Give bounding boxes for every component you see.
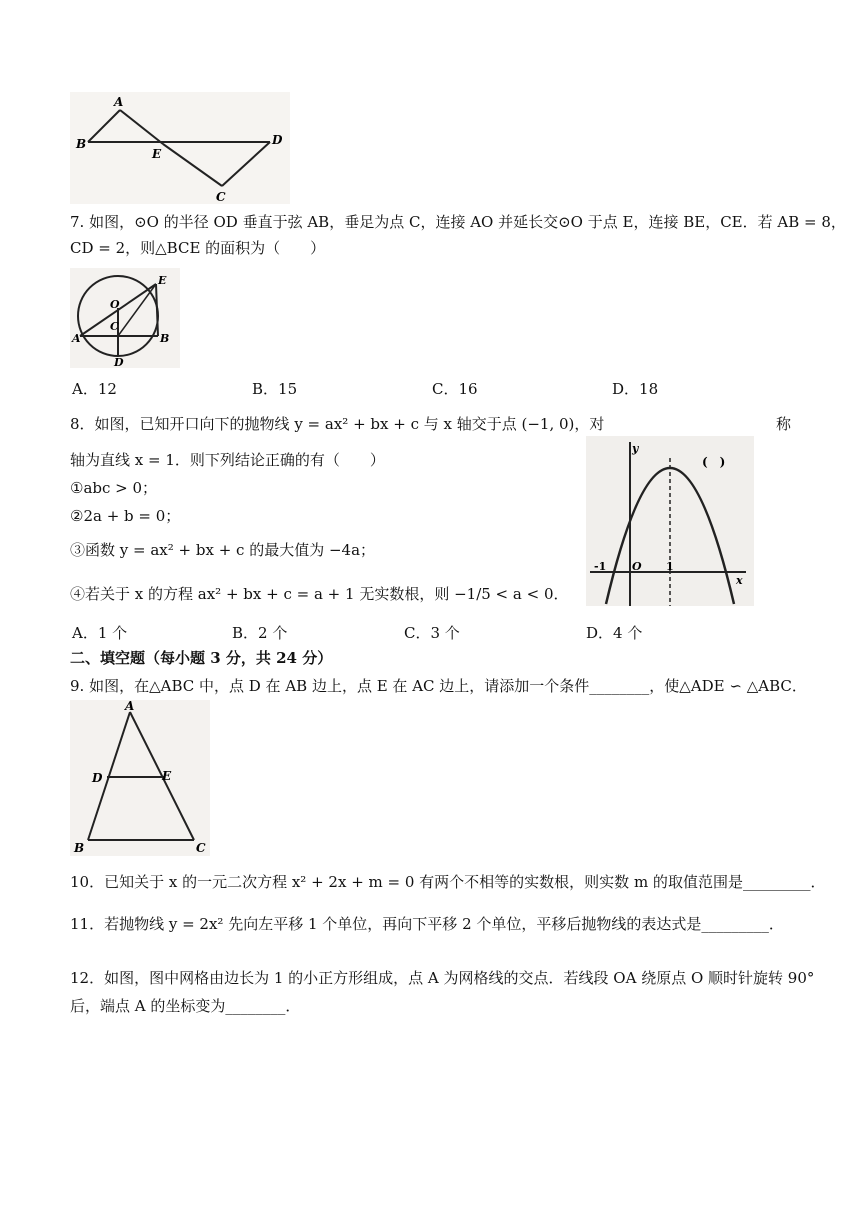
q9-label-d: D <box>92 771 103 785</box>
q7-line2: CD = 2，则△BCE 的面积为（ ） <box>70 239 326 257</box>
q7-figure <box>70 268 180 368</box>
q10-text: 10．已知关于 x 的一元二次方程 x² + 2x + m = 0 有两个不相等的实数根，则实数 m 的取值范围是_________． <box>70 873 826 891</box>
q6-label-b: B <box>76 137 87 151</box>
q7-label-d: D <box>114 356 124 368</box>
q7-option-c: C．16 <box>432 380 478 398</box>
q7-line1: 7. 如图，⊙O 的半径 OD 垂直于弦 AB，垂足为点 C，连接 AO 并延长交⊙O 于点 E，连接 BE，CE．若 AB = 8， <box>70 213 846 231</box>
q7-label-e: E <box>158 274 167 287</box>
q8-option-d: D．4 个 <box>586 624 643 642</box>
q7-option-b: B．15 <box>252 380 298 398</box>
q6-label-a: A <box>114 95 124 109</box>
q8-line1-tail: 称 <box>776 415 792 433</box>
q8-label-x: x <box>736 574 743 587</box>
q8-line1: 8．如图，已知开口向下的抛物线 y = ax² + bx + c 与 x 轴交于点 (−1, 0)，对 <box>70 415 605 433</box>
q7-label-b: B <box>160 332 170 345</box>
section-2-title: 二、填空题（每小题 3 分，共 24 分） <box>70 649 333 667</box>
q8-parabola-figure <box>586 436 754 606</box>
q8-item-2: ②2a + b = 0； <box>70 507 181 525</box>
q9-label-e: E <box>162 769 172 783</box>
q6-label-e: E <box>152 147 162 161</box>
q8-item-1: ①abc > 0； <box>70 479 158 497</box>
q8-label-paren: ( ) <box>702 455 726 469</box>
q9-label-b: B <box>74 841 85 855</box>
q8-label-one: 1 <box>666 560 674 573</box>
q9-text: 9. 如图，在△ABC 中，点 D 在 AB 边上，点 E 在 AC 边上，请添加一个条件________，使△ADE ∽ △ABC． <box>70 677 807 695</box>
q8-line2: 轴为直线 x = 1．则下列结论正确的有（ ） <box>70 451 385 469</box>
q9-triangle-figure <box>70 700 210 856</box>
q8-item-4: ④若关于 x 的方程 ax² + bx + c = a + 1 无实数根，则 −1/5 < a < 0． <box>70 585 569 603</box>
q12-line2: 后，端点 A 的坐标变为________． <box>70 997 301 1015</box>
q6-label-d: D <box>272 133 283 147</box>
q9-label-c: C <box>196 841 206 855</box>
q7-option-d: D．18 <box>612 380 659 398</box>
q8-label-o: O <box>632 560 642 573</box>
q7-option-a: A．12 <box>72 380 117 398</box>
q8-label-y: y <box>632 442 639 455</box>
q6-label-c: C <box>216 190 226 204</box>
q8-item-3: ③函数 y = ax² + bx + c 的最大值为 −4a； <box>70 541 376 559</box>
q6-figure <box>70 92 290 204</box>
q8-option-c: C．3 个 <box>404 624 460 642</box>
q7-label-a: A <box>72 332 81 345</box>
q7-label-o: O <box>110 298 120 311</box>
q7-label-c: C <box>110 320 119 333</box>
q9-label-a: A <box>125 700 135 713</box>
q8-option-a: A．1 个 <box>72 624 128 642</box>
q12-line1: 12．如图，图中网格由边长为 1 的小正方形组成，点 A 为网格线的交点．若线段 OA 绕原点 O 顺时针旋转 90° <box>70 969 815 987</box>
q11-text: 11．若抛物线 y = 2x² 先向左平移 1 个单位，再向下平移 2 个单位，平移后抛物线的表达式是_________． <box>70 915 784 933</box>
q8-label-neg1: -1 <box>594 560 607 573</box>
q8-option-b: B．2 个 <box>232 624 288 642</box>
